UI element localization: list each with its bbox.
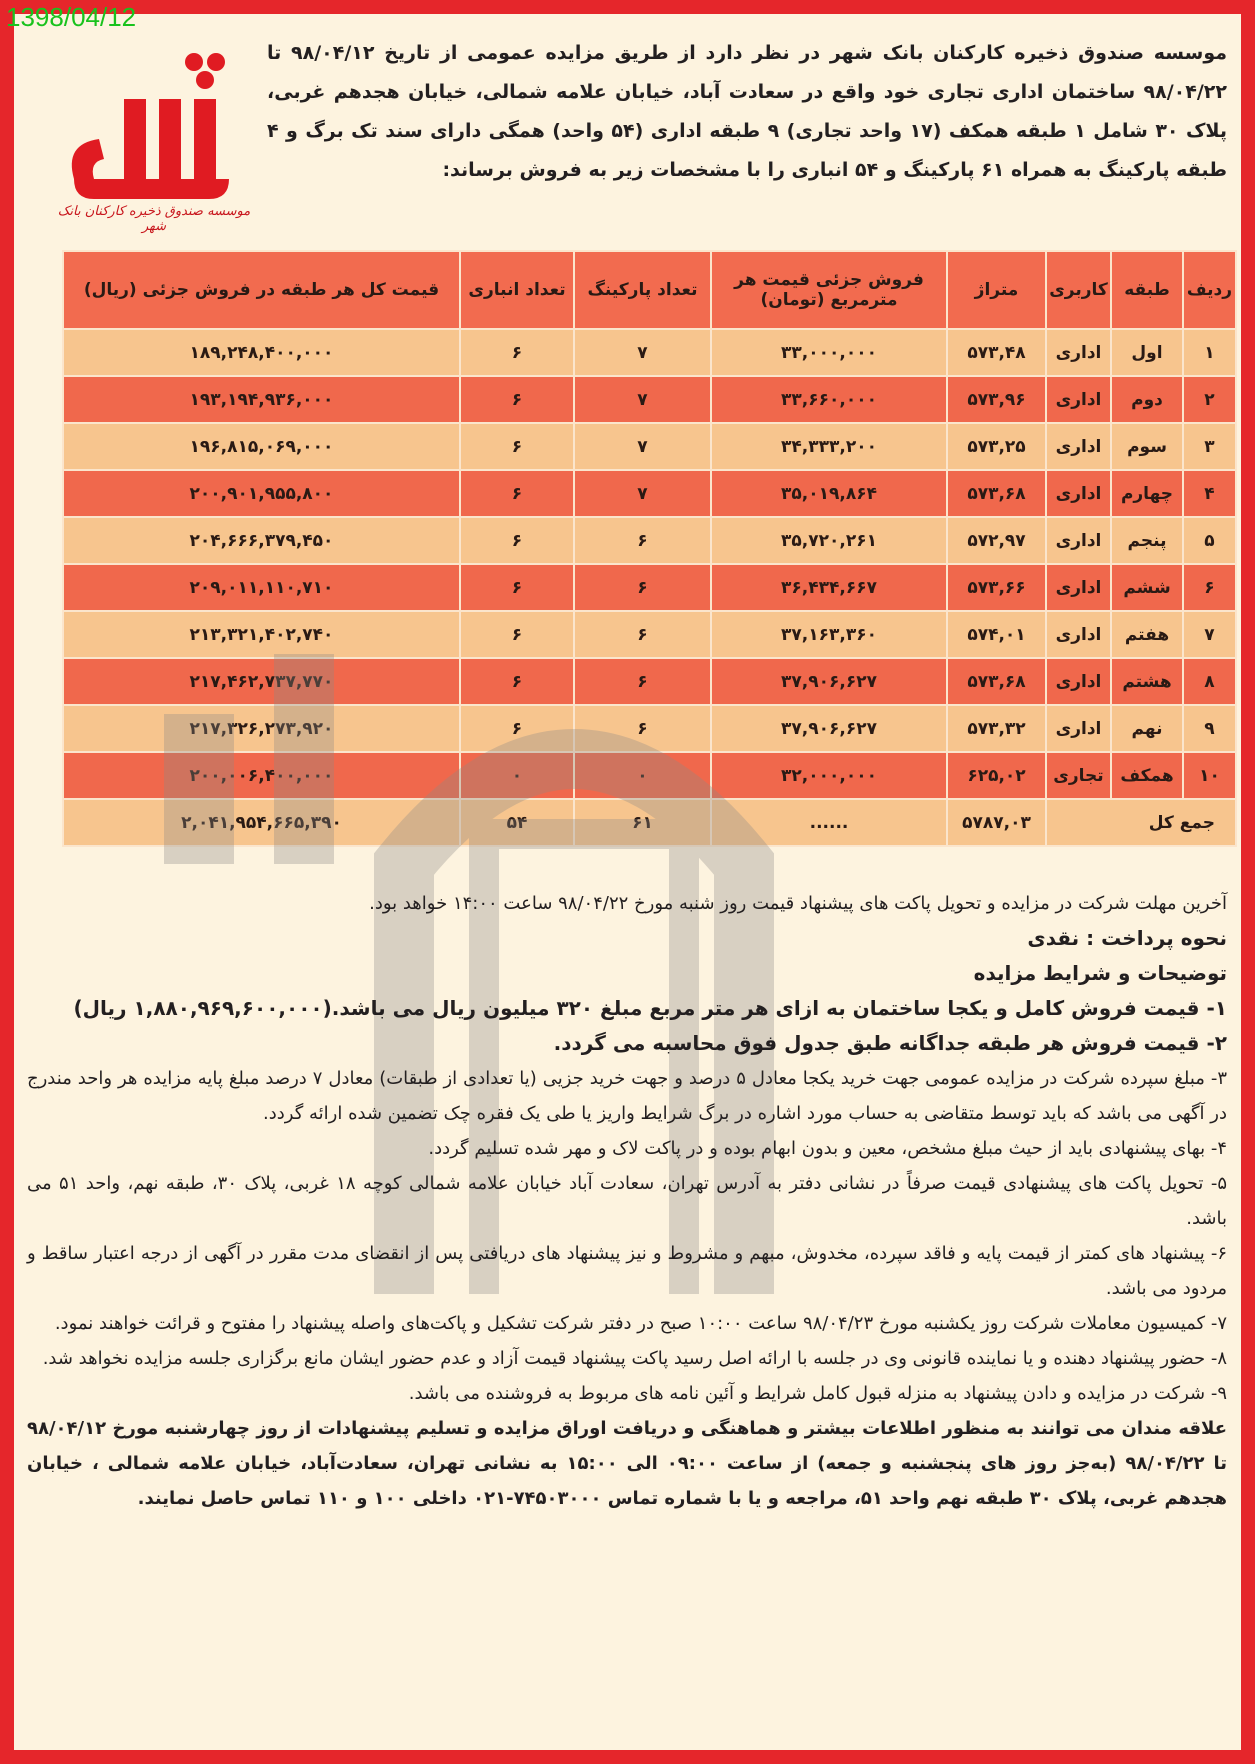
table-cell: ۶ [460, 705, 574, 752]
table-cell: نهم [1111, 705, 1183, 752]
table-cell: ۳۴,۳۳۳,۲۰۰ [711, 423, 947, 470]
table-cell: اداری [1046, 517, 1111, 564]
table-cell: اداری [1046, 611, 1111, 658]
table-row [63, 376, 1236, 423]
table-cell: ۹ [1183, 705, 1236, 752]
table-cell: ۶ [460, 376, 574, 423]
table-cell: ۲ [1183, 376, 1236, 423]
intro-paragraph: موسسه صندوق ذخیره کارکنان بانک شهر در نظر دارد از طریق مزایده عمومی از تاریخ ۹۸/۰۴/۱۲ تا ۹۸/۰۴/۲۲ ساختمان اداری تجاری خود واقع در سعادت آباد، خیابان علامه شمالی، خیابان هجدهم غربی، پلاک ۳۰ شامل ۱ طبقه همکف (۱۷ واحد تجاری) ۹ طبقه اداری (۵۴ واحد) همگی دارای سند تک برگ و ۴ طبقه پارکینگ به همراه ۶۱ پارکینگ و ۵۴ انباری را با مشخصات زیر به فروش برساند: [267, 42, 1227, 181]
table-row [63, 658, 1236, 705]
table-cell: ۵۷۳,۶۸ [947, 470, 1046, 517]
table-cell: ۵۷۳,۹۶ [947, 376, 1046, 423]
table-cell: ششم [1111, 564, 1183, 611]
table-cell: ۶۲۵,۰۲ [947, 752, 1046, 799]
table-cell: ۶ [460, 423, 574, 470]
table-cell: ۵۷۳,۶۶ [947, 564, 1046, 611]
total-parking: ۶۱ [574, 799, 711, 846]
table-row [63, 470, 1236, 517]
table-cell: ۶ [574, 517, 711, 564]
deadline-text: آخرین مهلت شرکت در مزایده و تحویل پاکت های پیشنهاد قیمت روز شنبه مورخ ۹۸/۰۴/۲۲ ساعت ۱۴:۰۰ خواهد بود. [369, 893, 1227, 914]
condition-item: ۵- تحویل پاکت های پیشنهادی قیمت صرفاً در نشانی دفتر به آدرس تهران، سعادت آباد خیابان علامه شمالی کوچه ۱۸ غربی، پلاک ۳۰، طبقه نهم، واحد ۵۱ می باشد. [27, 1173, 1227, 1229]
total-price: ...... [711, 799, 947, 846]
condition-item: ۸- حضور پیشنهاد دهنده و یا نماینده قانونی وی در جلسه با ارائه اصل رسید پاکت پیشنهاد قیمت آزاد و عدم حضور ایشان مانع برگزاری جلسه مزایده نخواهد شد. [42, 1348, 1227, 1369]
table-row [63, 423, 1236, 470]
table-cell: ۱۸۹,۲۴۸,۴۰۰,۰۰۰ [63, 329, 460, 376]
table-cell: ۳۷,۱۶۳,۳۶۰ [711, 611, 947, 658]
table-cell: ۵۷۳,۶۸ [947, 658, 1046, 705]
table-row [63, 752, 1236, 799]
conditions-section [27, 886, 1227, 1516]
table-cell: ۶ [574, 658, 711, 705]
condition-item: ۳- مبلغ سپرده شرکت در مزایده عمومی جهت خرید یکجا معادل ۵ درصد و جهت خرید جزیی (یا تعدادی از طبقات) معادل ۷ درصد مبلغ پایه مزایده هر واحد مندرج در آگهی می باشد که باید توسط متقاضی به حساب مورد اشاره در برگ شرایط واریز یا طی یک فقره چک تضمین شده ارائه گردد. [27, 1068, 1227, 1124]
table-cell: ۵ [1183, 517, 1236, 564]
total-row [63, 799, 1236, 846]
table-cell: ۳۶,۴۳۴,۶۶۷ [711, 564, 947, 611]
condition-item: ۱- قیمت فروش کامل و یکجا ساختمان به ازای هر متر مربع مبلغ ۳۲۰ میلیون ریال می باشد.(۱,۸۸۰,۹۶۹,۶۰۰,۰۰۰ ریال) [73, 996, 1227, 1020]
table-row [63, 329, 1236, 376]
advertisement-page [14, 14, 1241, 1750]
table-cell: ۶ [460, 329, 574, 376]
condition-item: ۹- شرکت در مزایده و دادن پیشنهاد به منزله قبول کامل شرایط و آئین نامه های مربوط به فروشنده می باشد. [408, 1383, 1227, 1404]
table-cell: ۱ [1183, 329, 1236, 376]
table-cell: ۶ [460, 564, 574, 611]
condition-item: ۷- کمیسیون معاملات شرکت روز یکشنبه مورخ ۹۸/۰۴/۲۳ ساعت ۱۰:۰۰ صبح در دفتر شرکت تشکیل و پاکت‌های واصله پیشنهاد را مفتوح و قرائت خواهند نمود. [54, 1313, 1227, 1334]
logo-mark-icon [44, 44, 254, 204]
table-cell: ۳۳,۰۰۰,۰۰۰ [711, 329, 947, 376]
table-cell: ۵۷۴,۰۱ [947, 611, 1046, 658]
table-cell: اداری [1046, 564, 1111, 611]
conditions-title: توضیحات و شرایط مزایده [973, 961, 1227, 985]
table-row [63, 564, 1236, 611]
header-cell: طبقه [1111, 251, 1183, 329]
condition-item: ۲- قیمت فروش هر طبقه جداگانه طبق جدول فوق محاسبه می گردد. [553, 1031, 1227, 1055]
logo [44, 44, 254, 234]
table-cell: ۱۹۳,۱۹۴,۹۳۶,۰۰۰ [63, 376, 460, 423]
table-cell: اداری [1046, 658, 1111, 705]
header-cell: تعداد انباری [460, 251, 574, 329]
condition-item: ۶- پیشنهاد های کمتر از قیمت پایه و فاقد سپرده، مخدوش، مبهم و مشروط و نیز پیشنهاد های دریافتی پس از انقضای مدت مقرر در آگهی از درجه اعتبار ساقط و مردود می باشد. [27, 1243, 1227, 1299]
table-cell: ۲۰۰,۹۰۱,۹۵۵,۸۰۰ [63, 470, 460, 517]
table-cell: ۳۲,۰۰۰,۰۰۰ [711, 752, 947, 799]
contact-text: علاقه مندان می توانند به منظور اطلاعات بیشتر و هماهنگی و دریافت اوراق مزایده و تسلیم پیشنهادات از روز چهارشنبه مورخ ۹۸/۰۴/۱۲ تا ۹۸/۰۴/۲۲ (به‌جز روز های پنجشنبه و جمعه) از ساعت ۰۹:۰۰ الی ۱۵:۰۰ به نشانی تهران، سعادت‌آباد، خیابان علامه شمالی ، خیابان هجدهم غربی، پلاک ۳۰ طبقه نهم واحد ۵۱، مراجعه و یا با شماره تماس ۷۴۵۰۳۰۰۰-۰۲۱ داخلی ۱۰۰ و ۱۱۰ تماس حاصل نمایند. [27, 1418, 1227, 1509]
table-cell: ۳۵,۷۲۰,۲۶۱ [711, 517, 947, 564]
table-cell: ۳۷,۹۰۶,۶۲۷ [711, 658, 947, 705]
table-cell: ۶ [574, 705, 711, 752]
table-cell: تجاری [1046, 752, 1111, 799]
table-cell: ۷ [1183, 611, 1236, 658]
table-cell: ۵۷۳,۴۸ [947, 329, 1046, 376]
table-cell: ۶ [460, 611, 574, 658]
total-storage: ۵۴ [460, 799, 574, 846]
table-cell: اداری [1046, 423, 1111, 470]
table-row [63, 705, 1236, 752]
floors-price-table [62, 250, 1237, 847]
total-area: ۵۷۸۷,۰۳ [947, 799, 1046, 846]
table-cell: ۶ [1183, 564, 1236, 611]
table-cell: هفتم [1111, 611, 1183, 658]
table-cell: چهارم [1111, 470, 1183, 517]
payment-method: نحوه پرداخت : نقدی [1027, 926, 1227, 950]
table-cell: ۷ [574, 470, 711, 517]
table-cell: اداری [1046, 470, 1111, 517]
table-cell: ۳۷,۹۰۶,۶۲۷ [711, 705, 947, 752]
table-cell: ۲۰۴,۶۶۶,۳۷۹,۴۵۰ [63, 517, 460, 564]
logo-caption: موسسه صندوق ذخیره کارکنان بانک شهر [57, 204, 251, 234]
table-cell: ۳۵,۰۱۹,۸۶۴ [711, 470, 947, 517]
table-cell: ۵۷۲,۹۷ [947, 517, 1046, 564]
table-cell: ۶ [460, 658, 574, 705]
table-cell: ۴ [1183, 470, 1236, 517]
table-cell: ۶ [460, 470, 574, 517]
table-cell: همکف [1111, 752, 1183, 799]
header-cell: فروش جزئی قیمت هر مترمربع (تومان) [711, 251, 947, 329]
table-cell: اداری [1046, 705, 1111, 752]
table-cell: ۶ [460, 517, 574, 564]
table-cell: ۵۷۳,۲۵ [947, 423, 1046, 470]
table-cell: ۰ [460, 752, 574, 799]
table-cell: ۲۱۳,۳۲۱,۴۰۲,۷۴۰ [63, 611, 460, 658]
table-cell: ۸ [1183, 658, 1236, 705]
table-cell: ۲۰۹,۰۱۱,۱۱۰,۷۱۰ [63, 564, 460, 611]
table-cell: پنجم [1111, 517, 1183, 564]
header-cell: کاربری [1046, 251, 1111, 329]
table-cell: ۶ [574, 611, 711, 658]
table-cell: ۷ [574, 376, 711, 423]
table-cell: اداری [1046, 329, 1111, 376]
table-cell: ۱۹۶,۸۱۵,۰۶۹,۰۰۰ [63, 423, 460, 470]
total-label: جمع کل [1046, 799, 1236, 846]
table-cell: سوم [1111, 423, 1183, 470]
stamp-date: 1398/04/12 [6, 2, 137, 32]
header-cell: قیمت کل هر طبقه در فروش جزئی (ریال) [63, 251, 460, 329]
table-cell: اداری [1046, 376, 1111, 423]
table-cell: ۳۳,۶۶۰,۰۰۰ [711, 376, 947, 423]
table-cell: هشتم [1111, 658, 1183, 705]
table-cell: اول [1111, 329, 1183, 376]
table-cell: ۶ [574, 564, 711, 611]
table-cell: ۵۷۳,۳۲ [947, 705, 1046, 752]
table-cell: ۱۰ [1183, 752, 1236, 799]
table-cell: ۲۰۰,۰۰۶,۴۰۰,۰۰۰ [63, 752, 460, 799]
total-sum: ۲,۰۴۱,۹۵۴,۶۶۵,۳۹۰ [63, 799, 460, 846]
table-header-row [63, 251, 1236, 329]
condition-item: ۴- بهای پیشنهادی باید از حیث مبلغ مشخص، معین و بدون ابهام بوده و در پاکت لاک و مهر شده تسلیم گردد. [428, 1138, 1227, 1159]
table-cell: ۰ [574, 752, 711, 799]
table-row [63, 517, 1236, 564]
header-cell: ردیف [1183, 251, 1236, 329]
table-cell: ۷ [574, 423, 711, 470]
table-cell: ۳ [1183, 423, 1236, 470]
table-cell: دوم [1111, 376, 1183, 423]
header-cell: تعداد پارکینگ [574, 251, 711, 329]
table-cell: ۲۱۷,۳۲۶,۲۷۳,۹۲۰ [63, 705, 460, 752]
table-cell: ۲۱۷,۴۶۲,۷۳۷,۷۷۰ [63, 658, 460, 705]
table-row [63, 611, 1236, 658]
table-cell: ۷ [574, 329, 711, 376]
header-cell: متراژ [947, 251, 1046, 329]
